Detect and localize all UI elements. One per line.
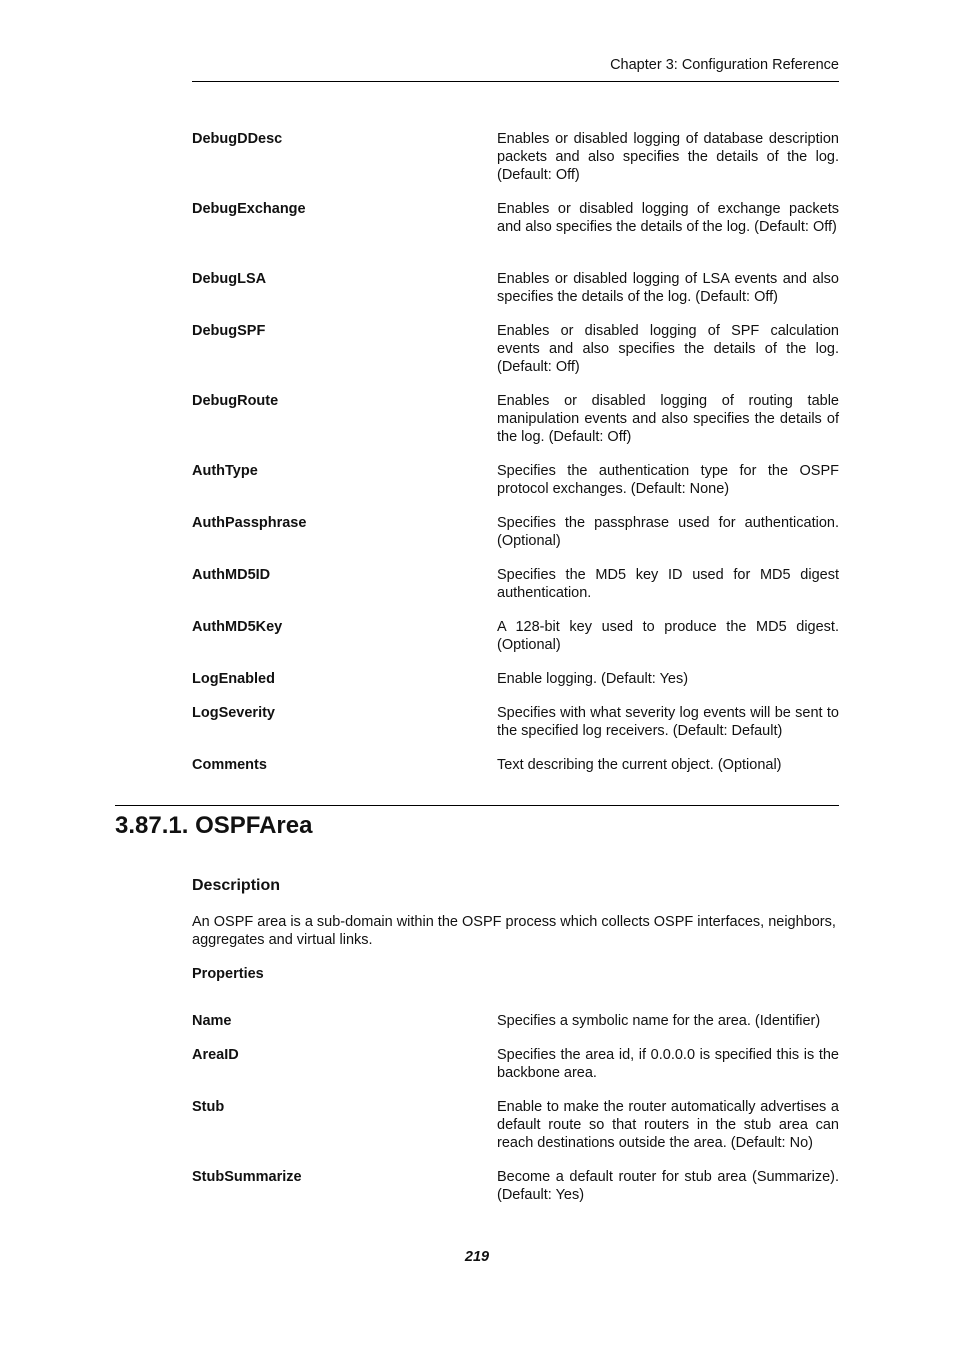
property-name: Comments [192,757,267,773]
description-heading: Description [192,877,281,894]
property-description: Specifies the passphrase used for authentication. (Optional) [497,515,839,549]
property-name: StubSummarize [192,1169,302,1185]
property-description: Specifies a symbolic name for the area. (Identifier) [497,1013,821,1029]
property-description: Enables or disabled logging of database description packets and also specifies the details of the log. (Default: Off) [497,131,839,183]
property-description: Become a default router for stub area (Summarize). (Default: Yes) [497,1169,839,1203]
property-description: A 128-bit key used to produce the MD5 digest. (Optional) [497,619,839,653]
property-name: LogSeverity [192,705,275,721]
property-description: Specifies the MD5 key ID used for MD5 digest authentication. [497,567,839,601]
property-name: DebugDDesc [192,131,283,147]
property-description: Enables or disabled logging of exchange packets and also specifies the details of the log. (Default: Off) [497,201,839,235]
property-name: AuthMD5ID [192,567,271,583]
property-description: Enable to make the router automatically advertises a default route so that routers in the stub area can reach destinations outside the area. (Default: No) [497,1099,839,1151]
property-description: Specifies with what severity log events will be sent to the specified log receivers. (Default: Default) [497,705,839,739]
chapter-title: Chapter 3: Configuration Reference [610,57,839,73]
property-name: LogEnabled [192,671,275,687]
property-name: DebugLSA [192,271,267,287]
property-name: Name [192,1013,232,1029]
properties-heading: Properties [192,966,264,982]
property-description: Specifies the area id, if 0.0.0.0 is specified this is the backbone area. [497,1047,839,1081]
property-description: Enables or disabled logging of SPF calculation events and also specifies the details of the log. (Default: Off) [497,323,839,375]
description-paragraph: An OSPF area is a sub-domain within the OSPF process which collects OSPF interfaces, neighbors, aggregates and virtual links. [192,914,836,948]
property-description: Enable logging. (Default: Yes) [497,671,689,687]
property-name: AuthPassphrase [192,515,307,531]
property-name: DebugExchange [192,201,306,217]
section-divider [115,805,839,806]
property-name: DebugSPF [192,323,266,339]
property-name: DebugRoute [192,393,279,409]
property-description: Text describing the current object. (Optional) [497,757,782,773]
page-header [192,55,839,82]
property-name: AreaID [192,1047,239,1063]
property-description: Enables or disabled logging of LSA events and also specifies the details of the log. (Default: Off) [497,271,839,305]
property-name: Stub [192,1099,225,1115]
property-name: AuthType [192,463,258,479]
section-title: 3.87.1. OSPFArea [115,812,313,839]
property-description: Specifies the authentication type for the OSPF protocol exchanges. (Default: None) [497,463,839,497]
page-number: 219 [464,1249,490,1265]
property-name: AuthMD5Key [192,619,283,635]
property-description: Enables or disabled logging of routing table manipulation events and also specifies the details of the log. (Default: Off) [497,393,839,445]
